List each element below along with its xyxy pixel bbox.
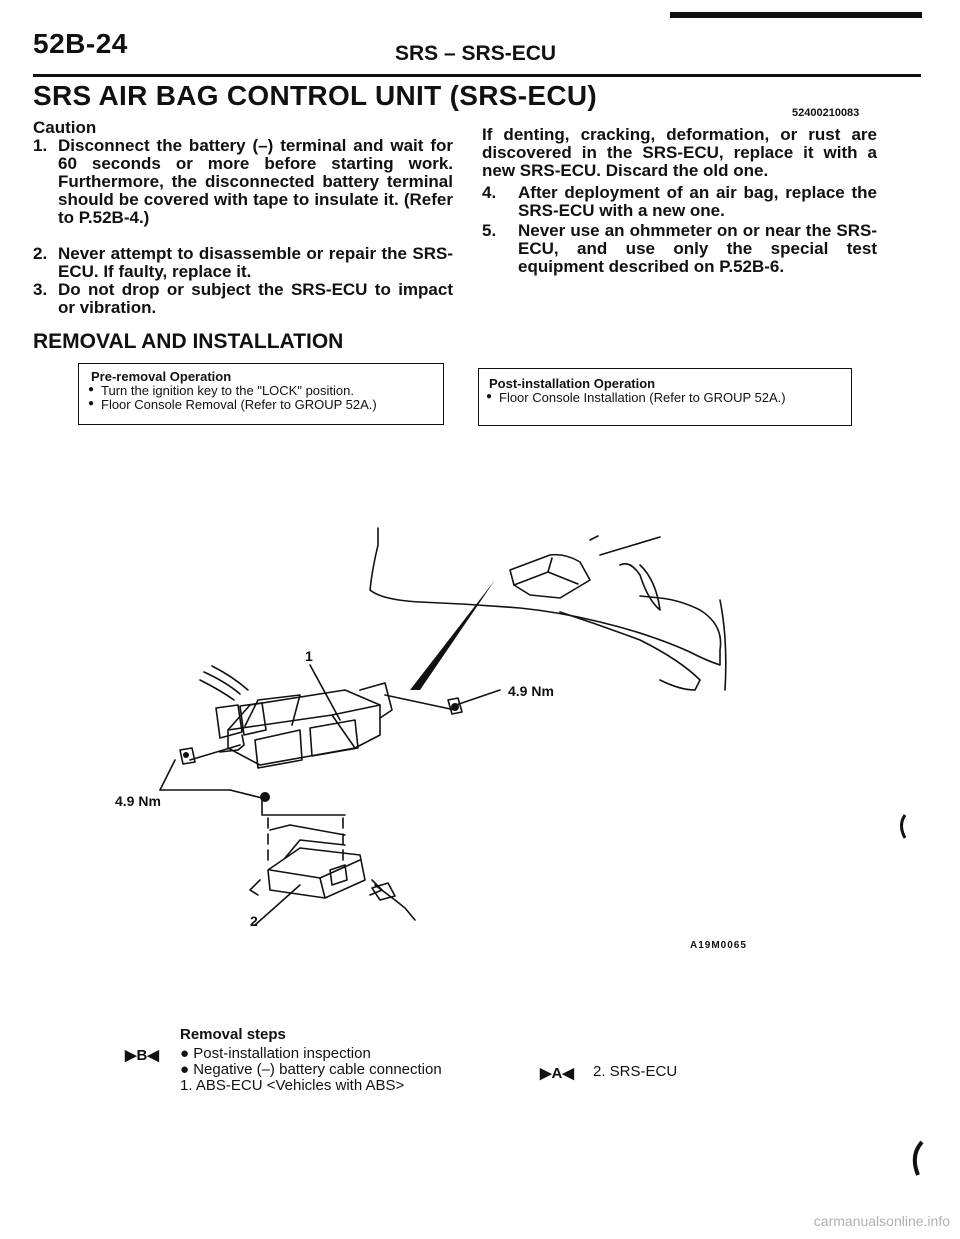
caution-item-text: Disconnect the battery (–) terminal and wait for 60 seconds or more before starting work. Furthermore, the disconnected battery terminal should be covered with tape to insulate it. (Refer to P.52B-4.) [58,136,453,227]
torque-label-right: 4.9 Nm [508,683,554,699]
figure-callout-1: 1 [305,648,313,664]
caution-item-2 [33,245,473,285]
pre-removal-item: ● Turn the ignition key to the "LOCK" position. [91,384,443,398]
pre-removal-item: ● Floor Console Removal (Refer to GROUP 52A.) [91,398,443,412]
pre-removal-title: Pre-removal Operation [91,369,232,384]
page-number: 52B-24 [33,28,128,59]
removal-step: 2. SRS-ECU [593,1063,678,1080]
document-code: 52400210083 [792,107,860,119]
title-rule [33,74,921,77]
caution-item-4 [482,184,927,224]
caution-item-number: 1. [33,136,48,155]
post-installation-title: Post-installation Operation [489,376,656,391]
caution-item-text: Never attempt to disassemble or repair the SRS-ECU. If faulty, replace it. [58,244,453,281]
post-installation-box [478,368,852,426]
caution-item-number: 3. [33,280,48,299]
removal-step: ● Negative (–) battery cable connection [180,1061,442,1078]
removal-step: 1. ABS-ECU <Vehicles with ABS> [180,1077,405,1094]
caution-item-5 [482,222,927,282]
caution-item-text: After deployment of an air bag, replace the SRS-ECU with a new one. [518,183,877,220]
pre-removal-box [78,363,444,425]
removal-installation-heading: REMOVAL AND INSTALLATION [33,330,344,353]
service-point-mark-b: ▶B◀ [125,1047,159,1064]
post-installation-item: ● Floor Console Installation (Refer to GROUP 52A.) [489,391,851,405]
removal-steps-title: Removal steps [180,1026,286,1043]
page-edge-mark [900,1140,930,1180]
torque-label-left: 4.9 Nm [115,793,161,809]
watermark: carmanualsonline.info [813,1213,950,1229]
caution-item-3 [33,281,473,321]
caution-item-number: 2. [33,244,48,263]
caution-continued [482,126,927,182]
caution-label: Caution [33,118,97,137]
caution-item-number: 4. [482,183,497,202]
removal-step: ● Post-installation inspection [180,1045,371,1062]
caution-continued-text: If denting, cracking, deformation, or rust are discovered in the SRS-ECU, replace it with a new SRS-ECU. Discard the old one. [482,125,877,180]
figure-id: A19M0065 [690,940,747,951]
header-rule [670,12,922,18]
srs-ecu-exploded-diagram [0,440,960,960]
caution-item-text: Never use an ohmmeter on or near the SRS-ECU, and use only the special test equipment described on P.52B-6. [518,221,877,276]
service-point-mark-a: ▶A◀ [540,1065,574,1082]
caution-item-number: 5. [482,221,497,240]
section-title: SRS – SRS-ECU [395,42,557,65]
caution-item-text: Do not drop or subject the SRS-ECU to impact or vibration. [58,280,453,317]
page-title: SRS AIR BAG CONTROL UNIT (SRS-ECU) [33,80,597,111]
figure-callout-2: 2 [250,913,258,929]
caution-item-1 [33,137,473,247]
